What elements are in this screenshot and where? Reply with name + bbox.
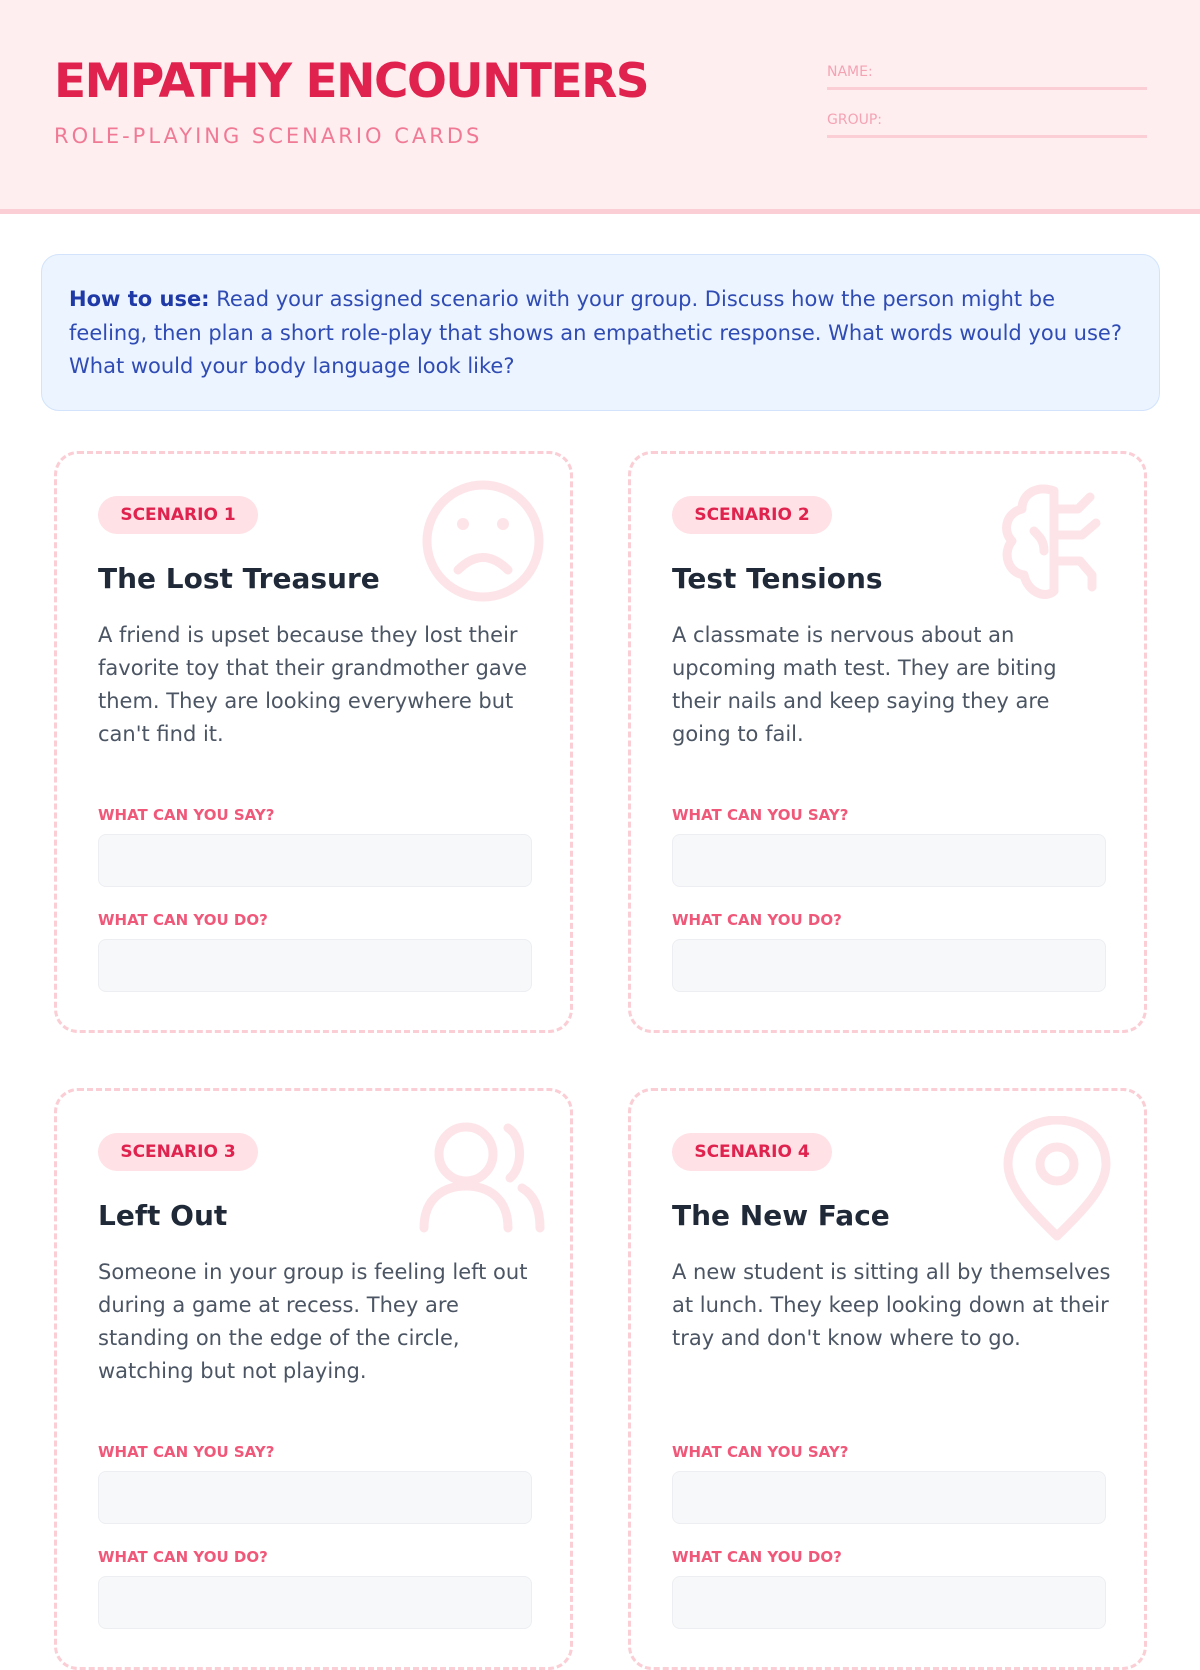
name-field[interactable] (827, 64, 1147, 90)
people-icon (418, 1116, 548, 1246)
do-prompt-label: WHAT CAN YOU DO? (672, 911, 842, 929)
worksheet-header (0, 0, 1200, 214)
scenario-title: Left Out (98, 1199, 228, 1232)
name-label: NAME: (827, 64, 873, 80)
do-answer-box[interactable] (98, 1576, 532, 1629)
do-prompt-label: WHAT CAN YOU DO? (672, 1548, 842, 1566)
do-answer-box[interactable] (672, 939, 1106, 992)
scenario-badge: SCENARIO 3 (98, 1133, 258, 1171)
say-answer-box[interactable] (98, 834, 532, 887)
location-pin-icon (992, 1116, 1122, 1246)
scenario-title: Test Tensions (672, 562, 883, 595)
scenario-title: The New Face (672, 1199, 890, 1232)
scenario-badge: SCENARIO 4 (672, 1133, 832, 1171)
instructions-text: Read your assigned scenario with your group. Discuss how the person might be feeling, then plan a short role-play that shows an empathetic response. What words would you use? What would your body language look like? (69, 287, 1122, 378)
scenario-description: A friend is upset because they lost their favorite toy that their grandmother gave them. They are looking everywhere but can't find it. (98, 623, 528, 746)
scenario-card-3 (54, 1088, 573, 1670)
instructions-box (41, 254, 1160, 411)
say-prompt-label: WHAT CAN YOU SAY? (672, 806, 849, 824)
brain-icon (992, 479, 1122, 609)
scenario-badge: SCENARIO 1 (98, 496, 258, 534)
say-answer-box[interactable] (672, 834, 1106, 887)
scenario-card-2 (628, 451, 1147, 1033)
do-prompt-label: WHAT CAN YOU DO? (98, 1548, 268, 1566)
do-answer-box[interactable] (672, 1576, 1106, 1629)
page-title: EMPATHY ENCOUNTERS (54, 54, 649, 109)
do-prompt-label: WHAT CAN YOU DO? (98, 911, 268, 929)
scenario-card-1 (54, 451, 573, 1033)
instructions-lead: How to use: (69, 287, 210, 311)
say-prompt-label: WHAT CAN YOU SAY? (98, 806, 275, 824)
sad-face-icon (418, 479, 548, 609)
say-prompt-label: WHAT CAN YOU SAY? (98, 1443, 275, 1461)
scenario-title: The Lost Treasure (98, 562, 380, 595)
do-answer-box[interactable] (98, 939, 532, 992)
group-field[interactable] (827, 112, 1147, 138)
group-label: GROUP: (827, 112, 883, 128)
page-subtitle: ROLE-PLAYING SCENARIO CARDS (54, 124, 483, 148)
say-answer-box[interactable] (98, 1471, 532, 1524)
scenario-card-4 (628, 1088, 1147, 1670)
scenario-description: A new student is sitting all by themselves at lunch. They keep looking down at their tray and don't know where to go. (672, 1260, 1111, 1350)
say-prompt-label: WHAT CAN YOU SAY? (672, 1443, 849, 1461)
scenario-badge: SCENARIO 2 (672, 496, 832, 534)
scenario-description: A classmate is nervous about an upcoming math test. They are biting their nails and keep saying they are going to fail. (672, 623, 1057, 746)
say-answer-box[interactable] (672, 1471, 1106, 1524)
scenario-description: Someone in your group is feeling left out during a game at recess. They are standing on the edge of the circle, watching but not playing. (98, 1260, 528, 1383)
